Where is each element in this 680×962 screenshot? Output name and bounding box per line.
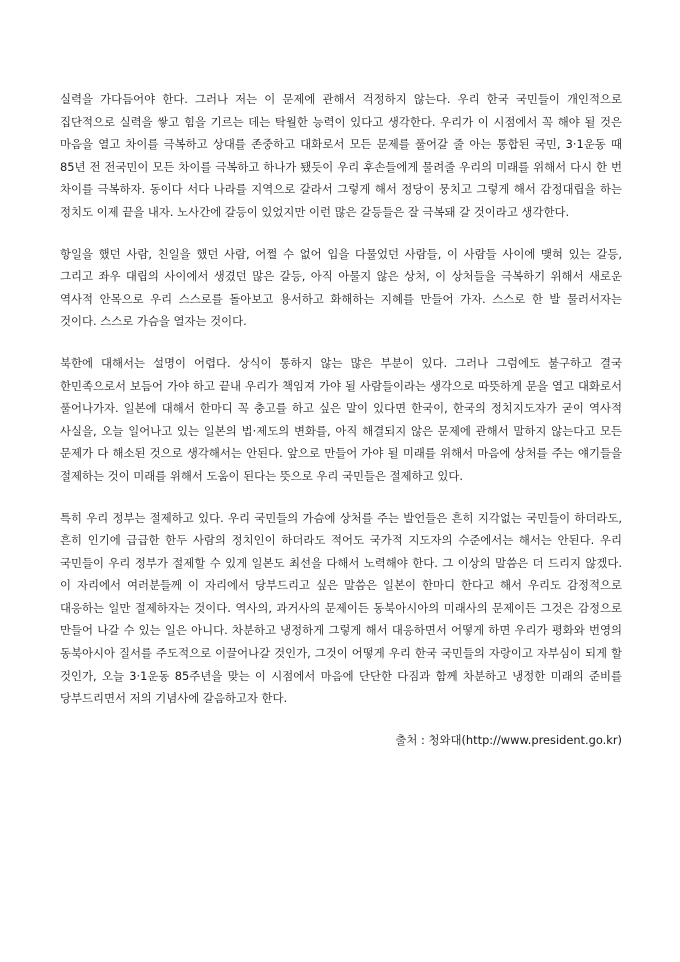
source-citation: 출처 : 청와대(http://www.president.go.kr) [395, 732, 622, 747]
document-body [60, 88, 622, 751]
paragraph-4: 특히 우리 정부는 절제하고 있다. 우리 국민들의 가슴에 상처를 주는 발언들은 흔히 지각없는 국민들이 하더라도, 흔히 인기에 급급한 한두 사람의 정치인이 하더라도 적어도 국가적 지도자의 수준에서는 해서는 안된다. 우리 국민들이 우리 정부가 절제할 수 있게 일본도 최선을 다해서 노력해야 한다. 그 이상의 말씀은 더 드리지 않겠다. 이 자리에서 여러분들께 이 자리에서 당부드리고 싶은 말씀은 일본이 한마디 한다고 해서 우리도 감정적으로 대응하는 일만 절제하자는 것이다. 역사의, 과거사의 문제이든 동북아시아의 미래사의 문제이든 그것은 감정으로 만들어 나갈 수 있는 일은 아니다. 차분하고 냉정하게 그렇게 해서 대응하면서 어떻게 하면 우리가 평화와 번영의 동북아시아 질서를 주도적으로 이끌어나갈 것인가, 그것이 어떻게 우리 한국 국민들의 자랑이고 자부심이 되게 할 것인가, 오늘 3·1운동 85주년을 맞는 이 시점에서 마음에 단단한 다짐과 함께 차분하고 냉정한 미래의 준비를 당부드리면서 저의 기념사에 갈음하고자 한다. [60, 510, 622, 706]
paragraph-3: 북한에 대해서는 설명이 어렵다. 상식이 통하지 않는 많은 부분이 있다. 그러나 그럼에도 불구하고 결국 한민족으로서 보듬어 가야 하고 끝내 우리가 책임져 가야 될 사람들이라는 생각으로 따뜻하게 문을 열고 대화로서 풀어나가자. 일본에 대해서 한마디 꼭 충고를 하고 싶은 말이 있다면 한국이, 한국의 정치지도자가 굳이 역사적 사실을, 오늘 일어나고 있는 일본의 법·제도의 변화를, 아직 해결되지 않은 문제에 관해서 말하지 않는다고 모든 문제가 다 해소된 것으로 생각해서는 안된다. 앞으로 만들어 가야 될 미래를 위해서 마음에 상처를 주는 얘기들을 절제하는 것이 미래를 위해서 도움이 된다는 뜻으로 우리 국민들은 절제하고 있다. [60, 355, 622, 483]
paragraph-2: 항일을 했던 사람, 친일을 했던 사람, 어쩔 수 없어 입을 다물었던 사람들, 이 사람들 사이에 맺혀 있는 갈등, 그리고 좌우 대립의 사이에서 생겼던 많은 갈등, 아직 아물지 않은 상처, 이 상처들을 극복하기 위해서 새로운 역사적 안목으로 우리 스스로를 돌아보고 용서하고 화해하는 지혜를 만들어 가자. 스스로 한 발 물러서자는 것이다. 스스로 가슴을 열자는 것이다. [60, 246, 622, 329]
paragraph-1: 실력을 가다듬어야 한다. 그러나 저는 이 문제에 관해서 걱정하지 않는다. 우리 한국 국민들이 개인적으로 집단적으로 실력을 쌓고 힘을 기르는 데는 탁월한 능력이 있다고 생각한다. 우리가 이 시점에서 꼭 해야 될 것은 마음을 열고 차이를 극복하고 상대를 존중하고 대화로서 모든 문제를 풀어갈 줄 아는 통합된 국민, 3·1운동 때 85년 전 전국민이 모든 차이를 극복하고 하나가 됐듯이 우리 후손들에게 물려줄 우리의 미래를 위해서 다시 한 번 차이를 극복하자. 동이다 서다 나라를 지역으로 갈라서 그렇게 해서 정당이 뭉치고 그렇게 해서 감정대립을 하는 정치도 이제 끝을 내자. 노사간에 갈등이 있었지만 이런 많은 갈등들은 잘 극복돼 갈 것이라고 생각한다. [60, 92, 622, 219]
